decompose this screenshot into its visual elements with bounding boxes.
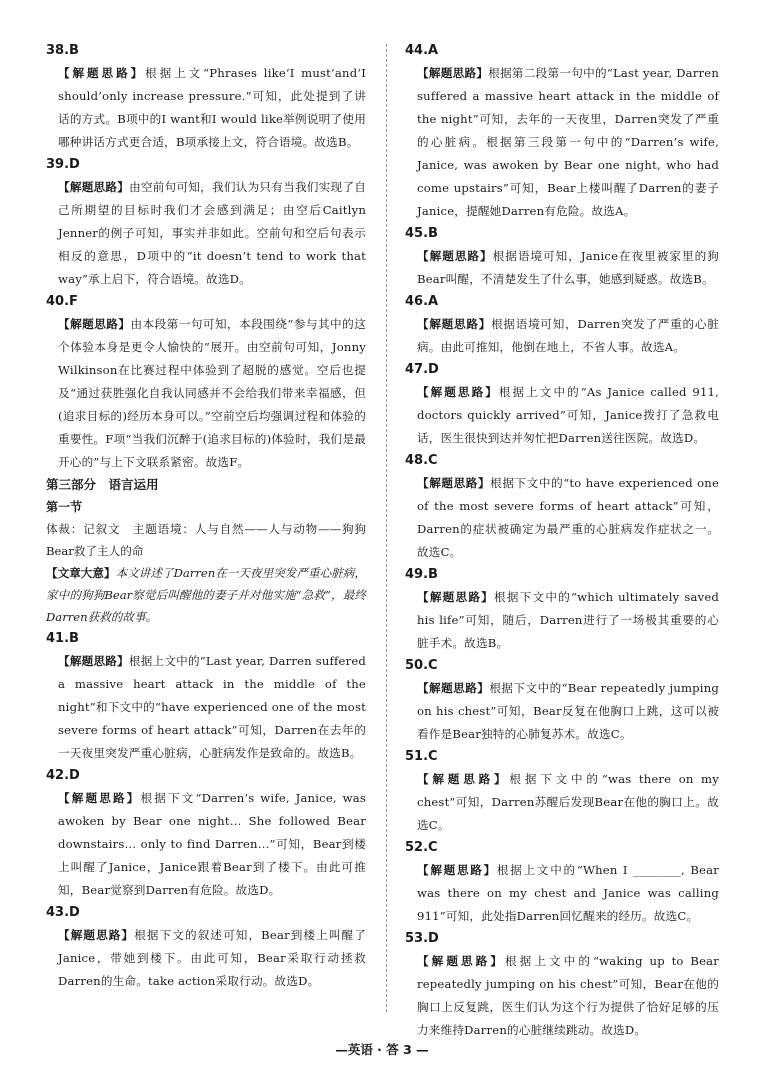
explanation bbox=[417, 313, 719, 359]
section-subtitle: 第一节 bbox=[46, 500, 83, 514]
explanation-text: 根据语境可知，Darren突发了严重的心脏病。由此可推知，他倒在地上，不省人事。故选A。 bbox=[417, 317, 720, 354]
question-number: 42.D bbox=[46, 768, 80, 783]
question-number: 38.B bbox=[46, 43, 79, 58]
genre-line: 体裁：记叙文 主题语境：人与自然——人与动物——狗狗Bear救了主人的命 bbox=[46, 522, 366, 558]
explanation-text: 根据第二段第一句中的“Last year, Darren suffered a massive heart attack in the middle of the night”可知，去年的一天夜里，Darren突发了严重的心脏病。根据第三段第一句中的“Darren’s wife, Janice, was awoken by Bear one night, who had come upstairs”可知，Bear上楼叫醒了Darren的妻子Janice，提醒她Darren有危险。故选A。 bbox=[417, 66, 720, 218]
answer-item bbox=[405, 223, 719, 291]
question-number: 43.D bbox=[46, 905, 80, 920]
explanation-text: 根据上文中的“When I ________, Bear was there on my chest and Janice was calling 911”可知，此处指Darren回忆醒来的经历。故选C。 bbox=[417, 863, 719, 923]
explanation-label: 【解题思路】 bbox=[58, 791, 141, 805]
explanation bbox=[58, 313, 366, 474]
answer-item bbox=[405, 746, 719, 837]
question-number: 44.A bbox=[405, 43, 439, 58]
explanation-label: 【解题思路】 bbox=[58, 654, 129, 668]
page-footer: —英语 · 答 3 — bbox=[335, 1042, 429, 1057]
explanation-label: 【解题思路】 bbox=[417, 317, 492, 331]
answer-item bbox=[405, 40, 719, 223]
explanation-label: 【解题思路】 bbox=[417, 772, 510, 786]
left-column bbox=[46, 40, 366, 993]
explanation-text: 根据下文“Darren’s wife, Janice, was awoken by Bear one night… She followed Bear downstairs… only to find Darren…”可知，Bear到楼上叫醒了Janice，Janice跟着Bear到了楼下。由此可推知，Bear觉察到Darren有危险。故选D。 bbox=[58, 791, 366, 897]
explanation-text: 根据上文中的“Last year, Darren suffered a massive heart attack in the middle of the night”和下文中的“have experienced one of the most severe forms of heart attack”可知，Darren在去年的一天夜里突发严重心脏病，心脏病发作是致命的。故选B。 bbox=[58, 654, 367, 760]
explanation-text: 根据上文中的“As Janice called 911, doctors quickly arrived”可知，Janice拨打了急救电话，医生很快到达并匆忙把Darren送往医院。故选D。 bbox=[417, 385, 720, 445]
explanation-label: 【解题思路】 bbox=[58, 180, 130, 194]
explanation bbox=[58, 924, 366, 993]
explanation bbox=[58, 176, 366, 291]
explanation-label: 【解题思路】 bbox=[417, 476, 491, 490]
explanation-label: 【解题思路】 bbox=[417, 681, 490, 695]
question-number: 41.B bbox=[46, 631, 79, 646]
explanation-text: 根据上文“Phrases like‘I must’and‘I should’only increase pressure.”可知，此处提到了讲话的方式。B项中的I want和I would like举例说明了使用哪种讲话方式更合适，B项承接上文，符合语境。故选B。 bbox=[58, 66, 366, 149]
explanation-label: 【解题思路】 bbox=[417, 249, 493, 263]
explanation-text: 根据下文中的“to have experienced one of the most severe forms of heart attack”可知，Darren的症状被确定为最严重的心脏病发作症状之一。故选C。 bbox=[417, 476, 720, 559]
question-number: 49.B bbox=[405, 567, 438, 582]
explanation-text: 由空前句可知，我们认为只有当我们实现了自己所期望的目标时我们才会感到满足；由空后Caitlyn Jenner的例子可知，事实并非如此。空前句和空后句表示相反的意思，D项中的“it doesn’t tend to work that way”承上启下，符合语境。故选D。 bbox=[58, 180, 366, 286]
explanation bbox=[417, 245, 719, 291]
explanation bbox=[417, 381, 719, 450]
answer-item bbox=[405, 291, 719, 359]
question-number: 53.D bbox=[405, 931, 439, 946]
explanation bbox=[417, 472, 719, 564]
explanation bbox=[417, 950, 719, 1042]
article-summary bbox=[46, 562, 366, 628]
question-number: 48.C bbox=[405, 453, 438, 468]
explanation-text: 由本段第一句可知，本段围绕“参与其中的这个体验本身是更令人愉快的”展开。由空前句可知，Jonny Wilkinson在比赛过程中体验到了超脱的感觉。空后也提及“通过获胜强化自我认同感并不会给我们带来幸福感，但(追求目标的)经历本身可以。”空前空后均强调过程和体验的重要性。F项“当我们沉醉于(追求目标的)体验时，我们是最开心的”与上下文联系紧密。故选F。 bbox=[58, 317, 366, 469]
question-number: 52.C bbox=[405, 840, 438, 855]
answer-item bbox=[405, 837, 719, 928]
question-number: 40.F bbox=[46, 294, 78, 309]
explanation-label: 【解题思路】 bbox=[417, 66, 489, 80]
question-number: 47.D bbox=[405, 362, 439, 377]
explanation-label: 【解题思路】 bbox=[58, 928, 135, 942]
explanation bbox=[58, 787, 366, 902]
explanation bbox=[417, 768, 719, 837]
explanation-text: 根据下文中的“which ultimately saved his life”可知，随后，Darren进行了一场极其重要的心脏手术。故选B。 bbox=[417, 590, 720, 650]
explanation bbox=[58, 650, 366, 765]
explanation-text: 根据上文中的“waking up to Bear repeatedly jumping on his chest”可知，Bear在他的胸口上反复跳，医生们认为这个行为提供了恰好足够的压力来维持Darren的心脏继续跳动。故选D。 bbox=[417, 954, 720, 1037]
right-column bbox=[405, 40, 719, 1042]
column-divider bbox=[386, 44, 387, 1012]
answer-list-2 bbox=[46, 628, 366, 993]
answer-item bbox=[46, 291, 366, 474]
explanation bbox=[417, 859, 719, 928]
answer-item bbox=[46, 40, 366, 154]
explanation-label: 【解题思路】 bbox=[417, 954, 505, 968]
answer-list-1 bbox=[46, 40, 366, 474]
explanation-text: 根据下文的叙述可知，Bear到楼上叫醒了Janice，带她到楼下。由此可知，Bear采取行动拯救Darren的生命。take action采取行动。故选D。 bbox=[58, 928, 367, 988]
explanation-label: 【解题思路】 bbox=[417, 590, 495, 604]
explanation bbox=[417, 677, 719, 746]
answer-item bbox=[405, 359, 719, 450]
explanation bbox=[417, 586, 719, 655]
section-title: 第三部分 语言运用 bbox=[46, 477, 159, 492]
explanation-text: 根据下文中的“was there on my chest”可知，Darren苏醒后发现Bear在他的胸口上。故选C。 bbox=[417, 772, 719, 832]
question-number: 51.C bbox=[405, 749, 438, 764]
answer-item bbox=[405, 564, 719, 655]
summary-text: 本文讲述了Darren在一天夜里突发严重心脏病，家中的狗狗Bear察觉后叫醒他的妻子并对他实施“急救”，最终Darren获救的故事。 bbox=[46, 566, 366, 624]
explanation bbox=[417, 62, 719, 223]
answer-item bbox=[405, 450, 719, 564]
question-number: 45.B bbox=[405, 226, 438, 241]
answer-item bbox=[46, 765, 366, 902]
explanation-label: 【解题思路】 bbox=[58, 66, 146, 80]
explanation-label: 【解题思路】 bbox=[417, 385, 499, 399]
answer-item bbox=[46, 902, 366, 993]
answer-item bbox=[46, 154, 366, 291]
question-number: 46.A bbox=[405, 294, 439, 309]
explanation-text: 根据语境可知，Janice在夜里被家里的狗Bear叫醒，不清楚发生了什么事，她感到疑惑。故选B。 bbox=[417, 249, 720, 286]
answer-item bbox=[405, 928, 719, 1042]
explanation bbox=[58, 62, 366, 154]
explanation-text: 根据下文中的“Bear repeatedly jumping on his chest”可知，Bear反复在他胸口上跳，这可以被看作是Bear独特的心肺复苏术。故选C。 bbox=[417, 681, 719, 741]
question-number: 50.C bbox=[405, 658, 438, 673]
answer-item bbox=[46, 628, 366, 765]
answer-item bbox=[405, 655, 719, 746]
explanation-label: 【解题思路】 bbox=[417, 863, 497, 877]
answer-list-3 bbox=[405, 40, 719, 1042]
question-number: 39.D bbox=[46, 157, 80, 172]
explanation-label: 【解题思路】 bbox=[58, 317, 131, 331]
summary-label: 【文章大意】 bbox=[46, 566, 116, 580]
